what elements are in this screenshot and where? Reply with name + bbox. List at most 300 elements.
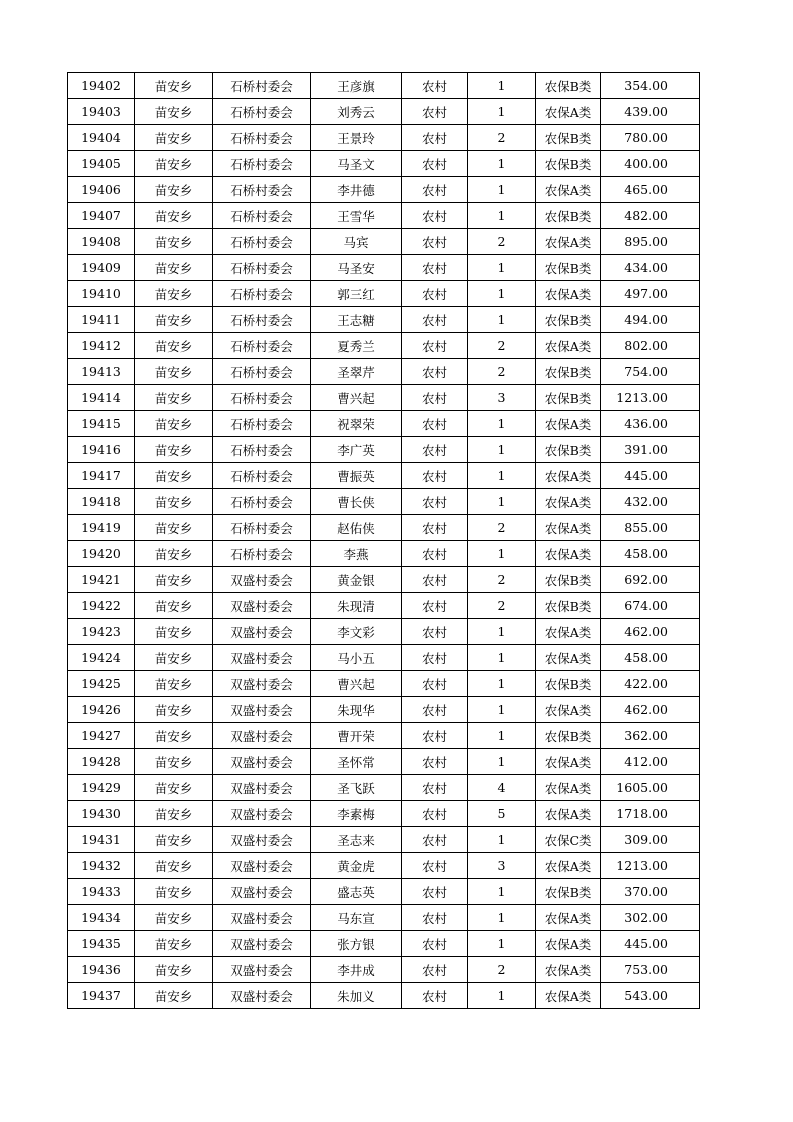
amount-cell: 1605.00 (601, 775, 700, 801)
table-row (68, 359, 700, 385)
township-cell: 苗安乡 (135, 463, 213, 489)
record-id-cell: 19426 (68, 697, 135, 723)
insurance-category-cell: 农保B类 (536, 125, 601, 151)
village-committee-cell: 双盛村委会 (213, 879, 311, 905)
name-cell: 李素梅 (311, 801, 402, 827)
household-type-cell: 农村 (402, 385, 468, 411)
table-row (68, 567, 700, 593)
name-cell: 王景玲 (311, 125, 402, 151)
member-count-cell: 1 (468, 307, 536, 333)
village-committee-cell: 双盛村委会 (213, 827, 311, 853)
insurance-category-cell: 农保A类 (536, 333, 601, 359)
member-count-cell: 1 (468, 151, 536, 177)
village-committee-cell: 双盛村委会 (213, 853, 311, 879)
record-id-cell: 19429 (68, 775, 135, 801)
record-id-cell: 19424 (68, 645, 135, 671)
name-cell: 黄金虎 (311, 853, 402, 879)
household-type-cell: 农村 (402, 671, 468, 697)
name-cell: 朱加义 (311, 983, 402, 1009)
record-id-cell: 19431 (68, 827, 135, 853)
township-cell: 苗安乡 (135, 203, 213, 229)
village-committee-cell: 双盛村委会 (213, 905, 311, 931)
insurance-category-cell: 农保B类 (536, 307, 601, 333)
table-row (68, 957, 700, 983)
amount-cell: 855.00 (601, 515, 700, 541)
village-committee-cell: 双盛村委会 (213, 957, 311, 983)
member-count-cell: 1 (468, 177, 536, 203)
amount-cell: 458.00 (601, 541, 700, 567)
table-row (68, 775, 700, 801)
household-type-cell: 农村 (402, 359, 468, 385)
amount-cell: 802.00 (601, 333, 700, 359)
household-type-cell: 农村 (402, 229, 468, 255)
name-cell: 马圣安 (311, 255, 402, 281)
village-committee-cell: 双盛村委会 (213, 567, 311, 593)
name-cell: 朱现华 (311, 697, 402, 723)
record-id-cell: 19433 (68, 879, 135, 905)
record-id-cell: 19422 (68, 593, 135, 619)
amount-cell: 1213.00 (601, 385, 700, 411)
amount-cell: 674.00 (601, 593, 700, 619)
member-count-cell: 1 (468, 905, 536, 931)
amount-cell: 434.00 (601, 255, 700, 281)
name-cell: 朱现清 (311, 593, 402, 619)
insurance-category-cell: 农保A类 (536, 411, 601, 437)
member-count-cell: 1 (468, 723, 536, 749)
amount-cell: 458.00 (601, 645, 700, 671)
table-row (68, 307, 700, 333)
record-id-cell: 19434 (68, 905, 135, 931)
household-type-cell: 农村 (402, 437, 468, 463)
insurance-category-cell: 农保A类 (536, 177, 601, 203)
township-cell: 苗安乡 (135, 593, 213, 619)
insurance-category-cell: 农保A类 (536, 749, 601, 775)
member-count-cell: 1 (468, 931, 536, 957)
household-type-cell: 农村 (402, 749, 468, 775)
member-count-cell: 2 (468, 333, 536, 359)
village-committee-cell: 石桥村委会 (213, 281, 311, 307)
township-cell: 苗安乡 (135, 879, 213, 905)
household-type-cell: 农村 (402, 567, 468, 593)
member-count-cell: 1 (468, 489, 536, 515)
record-id-cell: 19408 (68, 229, 135, 255)
township-cell: 苗安乡 (135, 99, 213, 125)
member-count-cell: 3 (468, 385, 536, 411)
amount-cell: 362.00 (601, 723, 700, 749)
township-cell: 苗安乡 (135, 281, 213, 307)
name-cell: 圣飞跃 (311, 775, 402, 801)
township-cell: 苗安乡 (135, 307, 213, 333)
township-cell: 苗安乡 (135, 125, 213, 151)
township-cell: 苗安乡 (135, 567, 213, 593)
table-row (68, 177, 700, 203)
household-type-cell: 农村 (402, 723, 468, 749)
records-table (67, 72, 700, 1009)
table-row (68, 489, 700, 515)
member-count-cell: 1 (468, 411, 536, 437)
table-row (68, 801, 700, 827)
name-cell: 李井成 (311, 957, 402, 983)
insurance-category-cell: 农保B类 (536, 723, 601, 749)
member-count-cell: 2 (468, 593, 536, 619)
insurance-category-cell: 农保A类 (536, 541, 601, 567)
household-type-cell: 农村 (402, 307, 468, 333)
amount-cell: 780.00 (601, 125, 700, 151)
member-count-cell: 1 (468, 203, 536, 229)
record-id-cell: 19409 (68, 255, 135, 281)
amount-cell: 412.00 (601, 749, 700, 775)
name-cell: 夏秀兰 (311, 333, 402, 359)
village-committee-cell: 石桥村委会 (213, 411, 311, 437)
village-committee-cell: 石桥村委会 (213, 515, 311, 541)
village-committee-cell: 双盛村委会 (213, 619, 311, 645)
township-cell: 苗安乡 (135, 697, 213, 723)
record-id-cell: 19420 (68, 541, 135, 567)
name-cell: 圣怀常 (311, 749, 402, 775)
table-row (68, 463, 700, 489)
insurance-category-cell: 农保A类 (536, 931, 601, 957)
township-cell: 苗安乡 (135, 73, 213, 99)
amount-cell: 432.00 (601, 489, 700, 515)
insurance-category-cell: 农保B类 (536, 593, 601, 619)
amount-cell: 370.00 (601, 879, 700, 905)
amount-cell: 494.00 (601, 307, 700, 333)
insurance-category-cell: 农保A类 (536, 619, 601, 645)
name-cell: 马宾 (311, 229, 402, 255)
amount-cell: 400.00 (601, 151, 700, 177)
township-cell: 苗安乡 (135, 359, 213, 385)
name-cell: 曹兴起 (311, 671, 402, 697)
table-row (68, 281, 700, 307)
village-committee-cell: 石桥村委会 (213, 489, 311, 515)
insurance-category-cell: 农保A类 (536, 463, 601, 489)
village-committee-cell: 双盛村委会 (213, 593, 311, 619)
name-cell: 黄金银 (311, 567, 402, 593)
member-count-cell: 1 (468, 983, 536, 1009)
village-committee-cell: 石桥村委会 (213, 203, 311, 229)
record-id-cell: 19407 (68, 203, 135, 229)
household-type-cell: 农村 (402, 697, 468, 723)
amount-cell: 391.00 (601, 437, 700, 463)
household-type-cell: 农村 (402, 593, 468, 619)
village-committee-cell: 石桥村委会 (213, 541, 311, 567)
table-row (68, 671, 700, 697)
village-committee-cell: 石桥村委会 (213, 73, 311, 99)
table-row (68, 385, 700, 411)
insurance-category-cell: 农保B类 (536, 151, 601, 177)
township-cell: 苗安乡 (135, 827, 213, 853)
village-committee-cell: 石桥村委会 (213, 385, 311, 411)
table-row (68, 983, 700, 1009)
village-committee-cell: 双盛村委会 (213, 671, 311, 697)
household-type-cell: 农村 (402, 983, 468, 1009)
record-id-cell: 19416 (68, 437, 135, 463)
amount-cell: 465.00 (601, 177, 700, 203)
insurance-category-cell: 农保B类 (536, 671, 601, 697)
name-cell: 李井德 (311, 177, 402, 203)
member-count-cell: 5 (468, 801, 536, 827)
name-cell: 祝翠荣 (311, 411, 402, 437)
member-count-cell: 4 (468, 775, 536, 801)
amount-cell: 445.00 (601, 463, 700, 489)
household-type-cell: 农村 (402, 853, 468, 879)
insurance-category-cell: 农保A类 (536, 905, 601, 931)
household-type-cell: 农村 (402, 645, 468, 671)
name-cell: 王志糖 (311, 307, 402, 333)
name-cell: 张方银 (311, 931, 402, 957)
township-cell: 苗安乡 (135, 333, 213, 359)
table-row (68, 333, 700, 359)
insurance-category-cell: 农保A类 (536, 515, 601, 541)
record-id-cell: 19421 (68, 567, 135, 593)
household-type-cell: 农村 (402, 99, 468, 125)
record-id-cell: 19413 (68, 359, 135, 385)
table-row (68, 619, 700, 645)
township-cell: 苗安乡 (135, 749, 213, 775)
household-type-cell: 农村 (402, 255, 468, 281)
amount-cell: 753.00 (601, 957, 700, 983)
township-cell: 苗安乡 (135, 671, 213, 697)
amount-cell: 422.00 (601, 671, 700, 697)
household-type-cell: 农村 (402, 905, 468, 931)
table-row (68, 437, 700, 463)
amount-cell: 439.00 (601, 99, 700, 125)
member-count-cell: 1 (468, 541, 536, 567)
village-committee-cell: 石桥村委会 (213, 437, 311, 463)
amount-cell: 692.00 (601, 567, 700, 593)
table-row (68, 125, 700, 151)
name-cell: 曹开荣 (311, 723, 402, 749)
member-count-cell: 1 (468, 255, 536, 281)
member-count-cell: 2 (468, 515, 536, 541)
amount-cell: 436.00 (601, 411, 700, 437)
member-count-cell: 2 (468, 359, 536, 385)
household-type-cell: 农村 (402, 463, 468, 489)
insurance-category-cell: 农保C类 (536, 827, 601, 853)
name-cell: 曹振英 (311, 463, 402, 489)
record-id-cell: 19418 (68, 489, 135, 515)
table-row (68, 723, 700, 749)
township-cell: 苗安乡 (135, 385, 213, 411)
household-type-cell: 农村 (402, 177, 468, 203)
household-type-cell: 农村 (402, 931, 468, 957)
household-type-cell: 农村 (402, 541, 468, 567)
member-count-cell: 1 (468, 619, 536, 645)
township-cell: 苗安乡 (135, 931, 213, 957)
name-cell: 郭三红 (311, 281, 402, 307)
table-row (68, 905, 700, 931)
village-committee-cell: 石桥村委会 (213, 99, 311, 125)
household-type-cell: 农村 (402, 879, 468, 905)
member-count-cell: 2 (468, 567, 536, 593)
household-type-cell: 农村 (402, 203, 468, 229)
record-id-cell: 19414 (68, 385, 135, 411)
village-committee-cell: 双盛村委会 (213, 723, 311, 749)
household-type-cell: 农村 (402, 619, 468, 645)
table-row (68, 229, 700, 255)
amount-cell: 309.00 (601, 827, 700, 853)
amount-cell: 895.00 (601, 229, 700, 255)
insurance-category-cell: 农保B类 (536, 359, 601, 385)
name-cell: 圣志来 (311, 827, 402, 853)
insurance-category-cell: 农保B类 (536, 437, 601, 463)
table-row (68, 73, 700, 99)
member-count-cell: 1 (468, 463, 536, 489)
name-cell: 马小五 (311, 645, 402, 671)
name-cell: 王彦旗 (311, 73, 402, 99)
member-count-cell: 1 (468, 671, 536, 697)
township-cell: 苗安乡 (135, 801, 213, 827)
member-count-cell: 1 (468, 73, 536, 99)
record-id-cell: 19406 (68, 177, 135, 203)
township-cell: 苗安乡 (135, 645, 213, 671)
member-count-cell: 1 (468, 827, 536, 853)
records-table-body (68, 73, 700, 1009)
member-count-cell: 1 (468, 281, 536, 307)
table-row (68, 749, 700, 775)
village-committee-cell: 石桥村委会 (213, 333, 311, 359)
insurance-category-cell: 农保B类 (536, 203, 601, 229)
amount-cell: 497.00 (601, 281, 700, 307)
amount-cell: 462.00 (601, 619, 700, 645)
name-cell: 李燕 (311, 541, 402, 567)
village-committee-cell: 双盛村委会 (213, 931, 311, 957)
township-cell: 苗安乡 (135, 255, 213, 281)
insurance-category-cell: 农保A类 (536, 697, 601, 723)
village-committee-cell: 石桥村委会 (213, 359, 311, 385)
record-id-cell: 19430 (68, 801, 135, 827)
village-committee-cell: 双盛村委会 (213, 645, 311, 671)
amount-cell: 543.00 (601, 983, 700, 1009)
township-cell: 苗安乡 (135, 853, 213, 879)
table-row (68, 151, 700, 177)
insurance-category-cell: 农保A类 (536, 775, 601, 801)
record-id-cell: 19423 (68, 619, 135, 645)
village-committee-cell: 双盛村委会 (213, 749, 311, 775)
record-id-cell: 19427 (68, 723, 135, 749)
name-cell: 马东宣 (311, 905, 402, 931)
table-row (68, 853, 700, 879)
member-count-cell: 1 (468, 879, 536, 905)
township-cell: 苗安乡 (135, 983, 213, 1009)
township-cell: 苗安乡 (135, 619, 213, 645)
name-cell: 赵佑侠 (311, 515, 402, 541)
township-cell: 苗安乡 (135, 723, 213, 749)
insurance-category-cell: 农保B类 (536, 879, 601, 905)
member-count-cell: 2 (468, 125, 536, 151)
member-count-cell: 2 (468, 229, 536, 255)
record-id-cell: 19412 (68, 333, 135, 359)
township-cell: 苗安乡 (135, 151, 213, 177)
township-cell: 苗安乡 (135, 411, 213, 437)
table-row (68, 541, 700, 567)
village-committee-cell: 双盛村委会 (213, 775, 311, 801)
table-row (68, 931, 700, 957)
insurance-category-cell: 农保A类 (536, 489, 601, 515)
name-cell: 曹兴起 (311, 385, 402, 411)
household-type-cell: 农村 (402, 489, 468, 515)
name-cell: 马圣文 (311, 151, 402, 177)
household-type-cell: 农村 (402, 73, 468, 99)
records-sheet (67, 72, 699, 1009)
record-id-cell: 19432 (68, 853, 135, 879)
name-cell: 盛志英 (311, 879, 402, 905)
insurance-category-cell: 农保A类 (536, 801, 601, 827)
amount-cell: 302.00 (601, 905, 700, 931)
amount-cell: 462.00 (601, 697, 700, 723)
member-count-cell: 3 (468, 853, 536, 879)
record-id-cell: 19404 (68, 125, 135, 151)
village-committee-cell: 双盛村委会 (213, 983, 311, 1009)
insurance-category-cell: 农保A类 (536, 281, 601, 307)
insurance-category-cell: 农保B类 (536, 385, 601, 411)
insurance-category-cell: 农保A类 (536, 983, 601, 1009)
insurance-category-cell: 农保B类 (536, 567, 601, 593)
household-type-cell: 农村 (402, 957, 468, 983)
village-committee-cell: 石桥村委会 (213, 229, 311, 255)
record-id-cell: 19415 (68, 411, 135, 437)
table-row (68, 879, 700, 905)
member-count-cell: 2 (468, 957, 536, 983)
amount-cell: 1213.00 (601, 853, 700, 879)
township-cell: 苗安乡 (135, 515, 213, 541)
insurance-category-cell: 农保B类 (536, 255, 601, 281)
member-count-cell: 1 (468, 437, 536, 463)
township-cell: 苗安乡 (135, 177, 213, 203)
insurance-category-cell: 农保B类 (536, 73, 601, 99)
village-committee-cell: 石桥村委会 (213, 151, 311, 177)
table-row (68, 827, 700, 853)
name-cell: 李文彩 (311, 619, 402, 645)
name-cell: 圣翠芹 (311, 359, 402, 385)
name-cell: 刘秀云 (311, 99, 402, 125)
household-type-cell: 农村 (402, 125, 468, 151)
household-type-cell: 农村 (402, 801, 468, 827)
member-count-cell: 1 (468, 697, 536, 723)
village-committee-cell: 石桥村委会 (213, 307, 311, 333)
household-type-cell: 农村 (402, 333, 468, 359)
table-row (68, 255, 700, 281)
member-count-cell: 1 (468, 749, 536, 775)
township-cell: 苗安乡 (135, 905, 213, 931)
table-row (68, 411, 700, 437)
record-id-cell: 19436 (68, 957, 135, 983)
record-id-cell: 19410 (68, 281, 135, 307)
amount-cell: 445.00 (601, 931, 700, 957)
table-row (68, 515, 700, 541)
record-id-cell: 19428 (68, 749, 135, 775)
table-row (68, 99, 700, 125)
village-committee-cell: 石桥村委会 (213, 255, 311, 281)
household-type-cell: 农村 (402, 775, 468, 801)
member-count-cell: 1 (468, 645, 536, 671)
village-committee-cell: 石桥村委会 (213, 177, 311, 203)
household-type-cell: 农村 (402, 151, 468, 177)
amount-cell: 1718.00 (601, 801, 700, 827)
village-committee-cell: 双盛村委会 (213, 697, 311, 723)
record-id-cell: 19405 (68, 151, 135, 177)
township-cell: 苗安乡 (135, 229, 213, 255)
village-committee-cell: 石桥村委会 (213, 125, 311, 151)
township-cell: 苗安乡 (135, 775, 213, 801)
household-type-cell: 农村 (402, 281, 468, 307)
amount-cell: 354.00 (601, 73, 700, 99)
name-cell: 曹长侠 (311, 489, 402, 515)
township-cell: 苗安乡 (135, 957, 213, 983)
insurance-category-cell: 农保A类 (536, 645, 601, 671)
record-id-cell: 19402 (68, 73, 135, 99)
township-cell: 苗安乡 (135, 541, 213, 567)
